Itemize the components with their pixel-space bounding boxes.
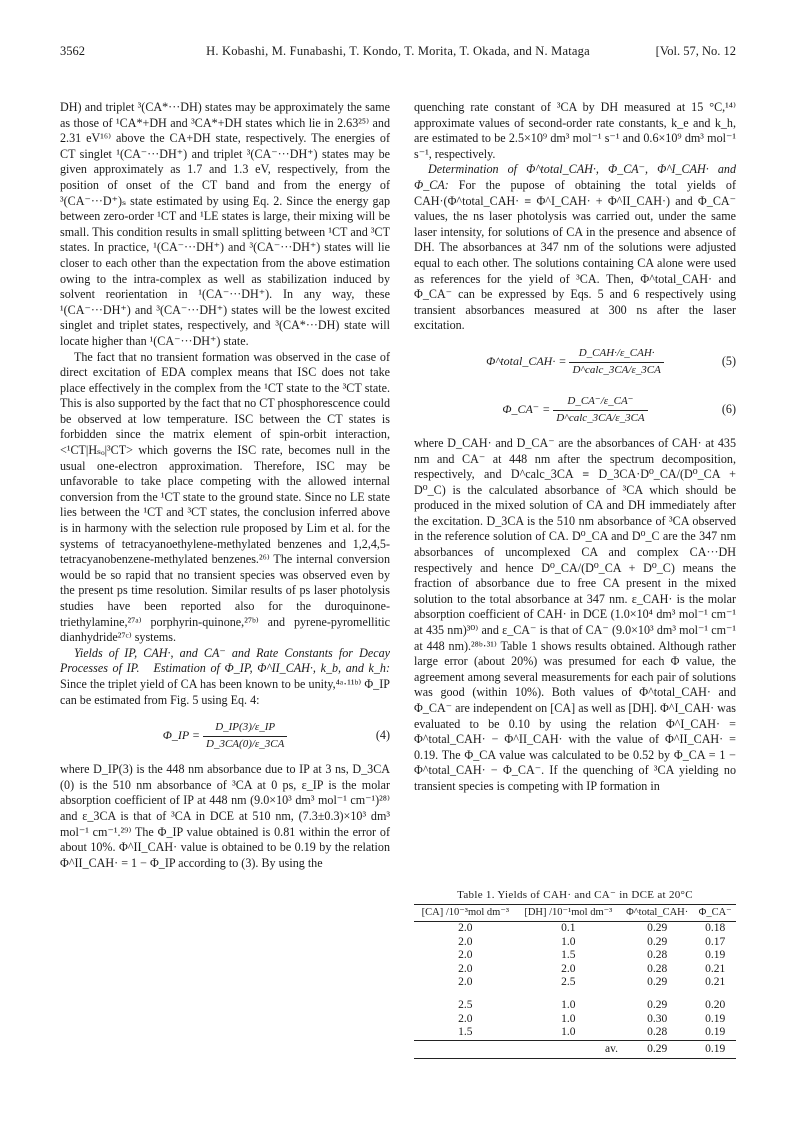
table-cell: 1.0: [561, 1012, 576, 1025]
table-cell: 0.17: [705, 935, 726, 948]
equation-denominator: D^calc_3CA/ε_3CA: [556, 411, 645, 424]
table-cell: 2.5: [561, 976, 576, 989]
equation-number: (6): [721, 401, 736, 416]
table-cell: 0.19: [705, 949, 726, 962]
equation-fraction: [569, 346, 663, 378]
equation-4: [60, 716, 390, 756]
table-row: [414, 990, 736, 1013]
table-cell: 0.19: [705, 1012, 726, 1025]
table-row: [414, 976, 736, 990]
table-row: [414, 1013, 736, 1027]
table-cell: 1.0: [561, 935, 576, 948]
paragraph: DH) and triplet ³(CA*···DH) states may be approximately the same as those of ¹CA*+DH and ³CA*+DH states which lie in 2.63²⁵⁾ and 2.31 eV¹⁶⁾ above the CA+DH state, respectively. The energies of CT singlet ¹(CA⁻···DH⁺) and triplet ³(CA⁻···DH⁺) states may be given approximately as 1.7 and 1.3 eV, respectively, from the position of onset of the CT band and from the energy of ³(CA⁻···D⁺)ₛ state estimated by using Eq. 2. Since the energy gap between zero-order ¹CT and ¹LE states is large, their mixing will be small. This condition results in small splitting between ¹CT and ³CT states. In practice, ¹(CA⁻···DH⁺) and ³(CA⁻···DH⁺) states will lie closer to each other than the expectation from the above estimation owing to the intra-complex as well as stabilization induced by solvent reorientation in ¹(CA⁻···DH⁺). In any way, these ¹(CA⁻···DH⁺) and ³(CA⁻···DH⁺) states will be the lowest excited singlet and triplet states, respectively, and ³(CA*···DH) state will locate higher than ¹(CA⁻···DH⁺) state.: [60, 100, 390, 348]
equation-numerator: D_CAH·/ε_CAH·: [569, 346, 663, 363]
table-caption: Table 1. Yields of CAH· and CA⁻ in DCE at 20°C: [457, 889, 693, 901]
paragraph: where D_CAH· and D_CA⁻ are the absorbances of CAH· at 435 nm and CA⁻ at 448 nm after the spectrum decomposition, respectively, and D^calc_3CA ≡ D_3CA·D⁰_CA/(D⁰_CA + D⁰_C) is the calculated absorbance of ³CA which should be produced in the mixed solution of CA and DH immediately after the excitation. D_3CA is the 510 nm absorbance of ³CA observed in the reference solution of CA. D⁰_CA and D⁰_C are the 347 nm absorbances of uncomplexed CA and complex CA···DH respectively and hence D⁰_CA/(D⁰_CA + D⁰_C) means the fraction of absorbance due to free CA present in the mixed solution to the total absorbance at 347 nm. ε_CAH· is the molar absorption coefficient of CAH· in DCE (1.0×10⁴ dm³ mol⁻¹ cm⁻¹ at 435 nm)³⁰⁾ and ε_CA⁻ is that of CA⁻ (9.0×10³ dm³ mol⁻¹ cm⁻¹ at 448 nm).²⁸ᵇ·³¹⁾ Table 1 shows results obtained. Although rather large error (about 20%) was presumed for each Φ value, the agreement among several measurements for each pair of solutions was good (within 10%). Both values of Φ^total_CAH· and Φ_CA⁻ are independent on [CA] as well as [DH]. Φ^I_CAH· was evaluated to be 0.10 by using the relation Φ^I_CAH· = Φ^total_CAH· − Φ^II_CAH· with the value of Φ^II_CAH· = 0.19. The Φ_CA value was calculated to be 0.52 by Φ_CA = 1 − Φ^total_CAH· − Φ_CA⁻. If the quenching of ³CA yielding no transient species is competing with IP formation in: [414, 435, 736, 793]
table-cell: 1.0: [561, 998, 576, 1011]
column-header: Φ^total_CAH·: [620, 905, 694, 922]
yields-table: [414, 904, 736, 1056]
table-cell: 0.29: [647, 976, 668, 989]
table-header-row: [414, 905, 736, 922]
paragraph: The fact that no transient formation was observed in the case of direct excitation of EDA complex means that ISC does not take place effectively in the complex from the ¹CT state to the ³CT state. This is also supported by the fact that no CT phosphorescence could be observed at low temperature. ISC between the CT states is forbidden since the matrix element of spin-orbit interaction, <¹CT|Hₛₒ|³CT> which governs the ISC rate, becomes null in the usual one-electron approximation. Therefore, ISC may be unfavorable to take place competing with the allowed internal conversion from the ¹CT state to the ground state. Since no LE state lies between the ¹CT and ³CT states, the conclusion inferred above is in harmony with the selection rule proposed by Lim et al. for the systems of tetracyanoethylene-methylated benzenes and 1,2,4,5-tetracyanobenzene-methylated benzenes.²⁶⁾ The internal conversion would be so rapid that no transient species was observed even by the present ps time resolution. Similar results of ps laser photolysis studies have been reported also for the duroquinone-triethylamine,²⁷ᵃ⁾ porphyrin-quinone,²⁷ᵇ⁾ and pyrene-pyromellitic dianhydride²⁷ᶜ⁾ systems.: [60, 349, 390, 645]
equation-numerator: D_IP(3)/ε_IP: [203, 720, 287, 737]
table-cell: 0.28: [647, 962, 668, 975]
table-cell: 0.29: [647, 922, 668, 934]
table-cell: 2.0: [458, 922, 473, 934]
table-cell: 2.0: [458, 949, 473, 962]
table-cell: 0.28: [647, 1026, 668, 1039]
paragraph: [60, 646, 390, 708]
table-cell: 0.21: [705, 962, 726, 975]
paragraph: [414, 162, 736, 334]
equation-number: (5): [721, 353, 736, 368]
table-cell: 0.20: [705, 998, 726, 1011]
subsection-heading: Estimation of Φ_IP, Φ^II_CAH·, k_b, and k_h:: [153, 661, 390, 676]
paragraph-text: For the pupose of obtaining the total yields of CAH·(Φ^total_CAH· ≡ Φ^I_CAH· + Φ^II_CAH·) and Φ_CA⁻ values, the ns laser photolysis was carried out, under the same laser intensity, for solutions of CA in the presence and absence of DH. The absorbances at 347 nm of the solutions were adjusted equal to each other. The solutions containing CA alone were used as references for the yield of ³CA. Then, Φ^total_CAH· and Φ_CA⁻ can be expressed by Eqs. 5 and 6 respectively using transient absorbances measured at 300 ns after the laser excitation.: [414, 177, 736, 333]
table-row: [414, 922, 736, 936]
table-1: [414, 888, 736, 1059]
section-heading: Yields of IP, CAH·, and CA⁻ and Rate Constants for Decay Processes of IP.: [60, 645, 390, 676]
table-cell: 0.29: [647, 998, 668, 1011]
equation-number: (4): [375, 728, 390, 743]
table-cell: 0.29: [647, 935, 668, 948]
table-cell: 2.0: [458, 935, 473, 948]
section-heading: Determination of Φ^total_CAH·, Φ_CA⁻, Φ^I_CAH· and Φ_CA:: [414, 162, 736, 192]
table-cell: 2.0: [561, 962, 576, 975]
table-average-row: [414, 1040, 736, 1056]
table-row: [414, 963, 736, 977]
table-cell: 2.0: [458, 976, 473, 989]
column-header: [DH] /10⁻¹mol dm⁻³: [517, 905, 620, 922]
table-cell: 0.29: [620, 1040, 694, 1056]
column-header: [CA] /10⁻³mol dm⁻³: [414, 905, 517, 922]
table-cell: 0.28: [647, 949, 668, 962]
volume-label: [Vol. 57, No. 12: [655, 44, 736, 58]
table-row: [414, 1026, 736, 1040]
equation-denominator: D_3CA(0)/ε_3CA: [206, 737, 285, 750]
table-cell: 0.21: [705, 976, 726, 989]
equation-fraction: [203, 720, 287, 752]
table-cell: 0.1: [561, 922, 576, 934]
paragraph: quenching rate constant of ³CA by DH measured at 15 °C,¹⁴⁾ approximate values of second-order rate constants, k_e and k_h, are estimated to be 2.5×10⁹ dm³ mol⁻¹ s⁻¹ and 0.6×10⁹ dm³ mol⁻¹ s⁻¹, respectively.: [414, 100, 736, 161]
column-header: Φ_CA⁻: [694, 905, 736, 922]
table-bottom-rule: [414, 1058, 736, 1059]
page-number: 3562: [60, 44, 85, 58]
equation-lhs: Φ_IP =: [162, 728, 201, 742]
table-cell: [414, 1040, 517, 1056]
left-column: [60, 100, 390, 871]
equation-denominator: D^calc_3CA/ε_3CA: [572, 363, 661, 376]
equation-numerator: D_CA⁻/ε_CA⁻: [553, 394, 647, 411]
running-header: [60, 44, 736, 62]
right-column: [414, 100, 736, 795]
table-cell: 1.0: [561, 1026, 576, 1039]
table-cell: 0.19: [694, 1040, 736, 1056]
table-cell: 2.0: [458, 962, 473, 975]
table-row: [414, 936, 736, 950]
equation-6: [414, 390, 736, 430]
table-cell: 1.5: [458, 1026, 473, 1039]
author-line: H. Kobashi, M. Funabashi, T. Kondo, T. Morita, T. Okada, and N. Mataga: [206, 44, 590, 58]
equation-5: [414, 342, 736, 382]
table-cell: 1.5: [561, 949, 576, 962]
equation-lhs: Φ_CA⁻ =: [502, 401, 551, 416]
table-cell: 2.0: [458, 1012, 473, 1025]
table-cell: 0.19: [705, 1026, 726, 1039]
paragraph: where D_IP(3) is the 448 nm absorbance due to IP at 3 ns, D_3CA (0) is the 510 nm absorbance of ³CA at 0 ps, ε_IP is the molar absorption coefficient of IP at 448 nm (9.0×10³ dm³ mol⁻¹ cm⁻¹)²⁸⁾ and ε_3CA is that of ³CA in DCE at 510 nm, (7.3±0.3)×10³ dm³ mol⁻¹ cm⁻¹.²⁹⁾ The Φ_IP value obtained is 0.81 within the error of about 10%. Φ^II_CAH· value is obtained to be 0.19 by the relation Φ^II_CAH· = 1 − Φ_IP according to (3). By using the: [60, 762, 390, 870]
table-cell: 2.5: [458, 998, 473, 1011]
paragraph-text: Since the triplet yield of CA has been known to be unity,⁴ᵃ·¹¹ᵇ⁾ Φ_IP can be estimated from Fig. 5 using Eq. 4:: [60, 676, 390, 707]
table-cell: 0.30: [647, 1012, 668, 1025]
equation-lhs: Φ^total_CAH· =: [486, 353, 567, 368]
equation-fraction: [553, 394, 647, 426]
table-cell: av.: [517, 1040, 620, 1056]
table-cell: 0.18: [705, 922, 726, 934]
table-row: [414, 949, 736, 963]
